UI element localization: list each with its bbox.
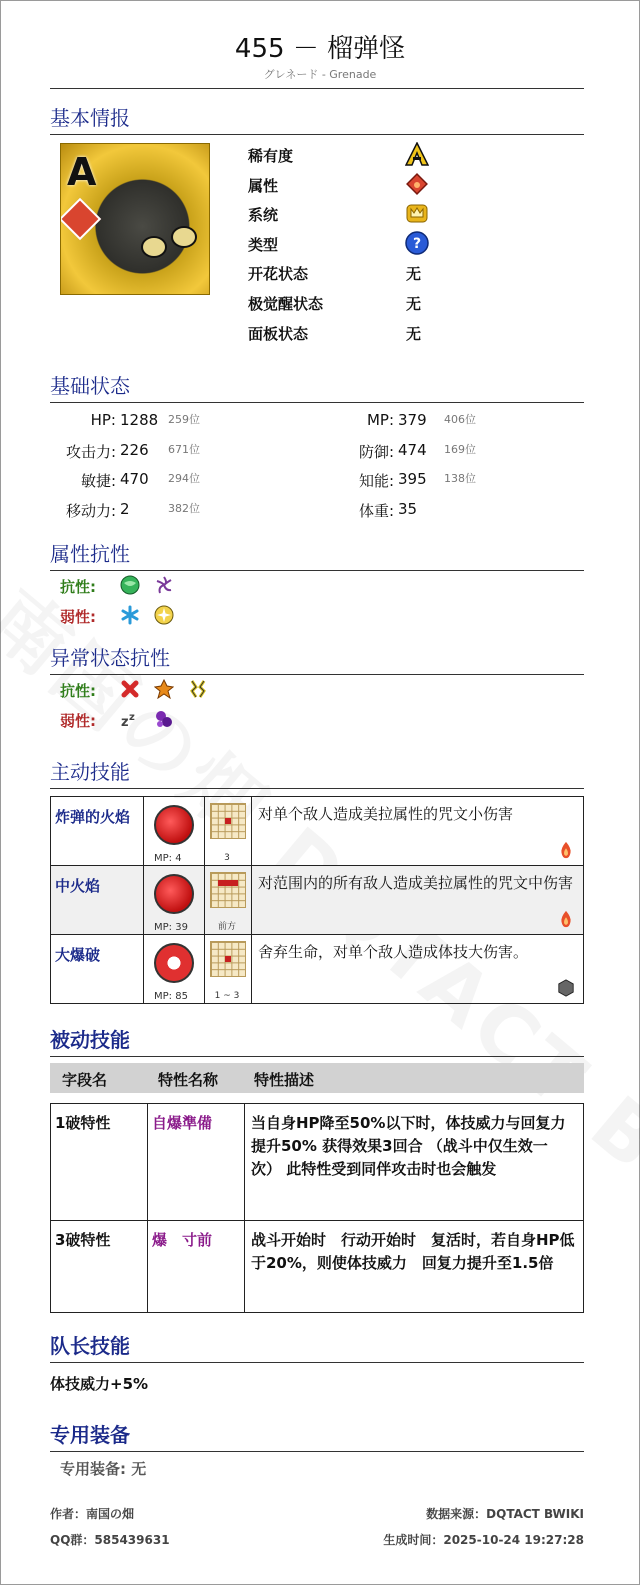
stat-mp-value: 379 — [398, 411, 427, 429]
section-stats: 基础状态 — [50, 370, 584, 403]
burn-icon — [154, 679, 174, 699]
info-label-awaken: 极觉醒状态 — [248, 295, 324, 313]
skill-mp: MP: 4 — [154, 853, 182, 864]
skill-range-label: 1 ~ 3 — [214, 991, 240, 1001]
stat-atk-label: 攻击力: — [65, 443, 116, 461]
stat-def-label: 防御: — [358, 443, 394, 461]
section-active-skills: 主动技能 — [50, 756, 584, 789]
skill-range-cell — [205, 866, 252, 935]
svg-text:?: ? — [412, 236, 422, 252]
header-field: 字段名 — [62, 1071, 108, 1089]
light-icon — [154, 605, 174, 625]
section-element-resistance: 属性抗性 — [50, 538, 584, 571]
fire-spell-icon — [154, 874, 194, 914]
skill-desc: 舍弃生命，对单个敌人造成体技大伤害。 — [258, 943, 529, 961]
passive-desc: 当自身HP降至50%以下时，体技威力与回复力提升50% 获得效果3回合 （战斗中仅生效一次） 此特性受到同伴攻击时也会触发 — [245, 1104, 584, 1221]
stat-int-value: 395 — [398, 470, 427, 488]
status-resist-label: 抗性: — [60, 682, 96, 700]
skill-name: 大爆破 — [51, 935, 144, 1004]
passive-field: 1破特性 — [51, 1104, 148, 1221]
svg-text:z: z — [129, 712, 135, 723]
elem-weak-label: 弱性: — [60, 608, 96, 626]
passive-row — [51, 1104, 584, 1221]
fire-element-icon — [557, 841, 575, 859]
panel-value: 无 — [406, 325, 422, 343]
monster-portrait — [60, 143, 210, 295]
page-title: 455 － 榴弹怪 — [234, 34, 406, 64]
stat-weight-label: 体重: — [358, 502, 394, 520]
range-grid-icon — [210, 941, 246, 977]
status-weak-label: 弱性: — [60, 712, 96, 730]
skill-desc-cell — [252, 797, 584, 866]
svg-text:z: z — [121, 715, 129, 729]
stat-hp-rank: 259位 — [168, 413, 200, 426]
skill-icon-cell — [144, 935, 205, 1004]
skill-range-cell — [205, 797, 252, 866]
stat-def-rank: 169位 — [444, 443, 476, 456]
info-label-rarity: 稀有度 — [248, 147, 294, 165]
portrait-rank-letter: A — [67, 150, 97, 194]
range-grid-icon — [210, 803, 246, 839]
stat-mp-label: MP: — [366, 411, 394, 429]
fire-element-icon — [405, 172, 429, 196]
section-basic-info: 基本情报 — [50, 102, 584, 135]
section-status-resistance: 异常状态抗性 — [50, 642, 584, 675]
section-leader-skill: 队长技能 — [50, 1330, 584, 1363]
skill-row — [51, 866, 584, 935]
sleep-icon — [120, 709, 140, 729]
skill-name: 中火焰 — [51, 866, 144, 935]
info-label-bloom: 开花状态 — [248, 265, 309, 283]
passive-desc: 战斗开始时 行动开始时 复活时，若自身HP低于20%，则使体技威力 回复力提升至1.5倍 — [245, 1221, 584, 1313]
stat-move-label: 移动力: — [65, 502, 116, 520]
portrait-eye — [171, 226, 197, 248]
stat-weight-value: 35 — [398, 500, 418, 518]
portrait-fire-icon — [60, 198, 101, 240]
passive-table-header — [50, 1063, 584, 1093]
stat-agi-label: 敏捷: — [80, 472, 116, 490]
passive-name: 爆 寸前 — [148, 1221, 245, 1313]
stat-move-rank: 382位 — [168, 502, 200, 515]
stat-move-value: 2 — [120, 500, 130, 518]
passive-field: 3破特性 — [51, 1221, 148, 1313]
passive-name: 自爆準備 — [148, 1104, 245, 1221]
section-equipment: 专用装备 — [50, 1419, 584, 1452]
question-type-icon — [405, 231, 429, 255]
section-passive-skills: 被动技能 — [50, 1024, 584, 1057]
skill-desc-cell — [252, 935, 584, 1004]
elem-resist-label: 抗性: — [60, 578, 96, 596]
ice-icon — [120, 605, 140, 625]
wind-gem-icon — [120, 575, 140, 595]
stat-agi-rank: 294位 — [168, 472, 200, 485]
stat-mp-rank: 406位 — [444, 413, 476, 426]
red-x-icon — [120, 679, 140, 699]
stat-int-rank: 138位 — [444, 472, 476, 485]
passive-row — [51, 1221, 584, 1313]
active-skill-table — [50, 796, 584, 1004]
rank-a-icon — [405, 142, 429, 166]
swirl-icon — [154, 575, 174, 595]
leader-skill-text: 体技威力+5% — [50, 1375, 149, 1393]
skill-row — [51, 797, 584, 866]
footer-qq: QQ群：585439631 — [50, 1533, 170, 1547]
header-trait-name: 特性名称 — [158, 1071, 219, 1089]
skill-icon-cell — [144, 866, 205, 935]
range-grid-icon — [210, 872, 246, 908]
skill-range-label: 3 — [224, 853, 230, 863]
poison-icon — [154, 709, 174, 729]
skill-row — [51, 935, 584, 1004]
bloom-value: 无 — [406, 265, 422, 283]
fire-spell-icon — [154, 805, 194, 845]
info-label-family: 系统 — [248, 206, 279, 224]
info-label-type: 类型 — [248, 236, 279, 254]
stat-atk-value: 226 — [120, 441, 149, 459]
info-label-panel: 面板状态 — [248, 325, 309, 343]
skill-desc: 对单个敌人造成美拉属性的咒文小伤害 — [258, 805, 514, 823]
stat-atk-rank: 671位 — [168, 443, 200, 456]
physical-element-icon — [557, 979, 575, 997]
passive-table — [50, 1103, 584, 1313]
stat-hp-value: 1288 — [120, 411, 159, 429]
crown-family-icon — [405, 201, 429, 225]
stat-def-value: 474 — [398, 441, 427, 459]
header-trait-desc: 特性描述 — [254, 1071, 315, 1089]
title-divider — [50, 88, 584, 89]
footer-author: 作者：南国の畑 — [50, 1507, 135, 1521]
stat-int-label: 知能: — [358, 472, 394, 490]
equipment-text: 专用装备: 无 — [60, 1460, 147, 1478]
page-subtitle: グレネード - Grenade — [263, 68, 377, 81]
skill-mp: MP: 85 — [154, 991, 188, 1002]
skill-mp: MP: 39 — [154, 922, 188, 933]
footer-source: 数据来源：DQTACT BWIKI — [426, 1507, 584, 1521]
skill-icon-cell — [144, 797, 205, 866]
skill-range-cell — [205, 935, 252, 1004]
fire-element-icon — [557, 910, 575, 928]
portrait-eye — [141, 236, 167, 258]
footer-time: 生成时间：2025-10-24 19:27:28 — [383, 1533, 584, 1547]
explosion-skill-icon — [154, 943, 194, 983]
skill-range-label: 前方 — [217, 922, 236, 932]
stat-agi-value: 470 — [120, 470, 149, 488]
info-label-element: 属性 — [248, 177, 279, 195]
skill-desc-cell — [252, 866, 584, 935]
skill-desc: 对范围内的所有敌人造成美拉属性的咒文中伤害 — [258, 874, 574, 892]
skill-name: 炸弹的火焰 — [51, 797, 144, 866]
paralysis-icon — [188, 679, 208, 699]
stat-hp-label: HP: — [90, 411, 116, 429]
awaken-value: 无 — [406, 295, 422, 313]
